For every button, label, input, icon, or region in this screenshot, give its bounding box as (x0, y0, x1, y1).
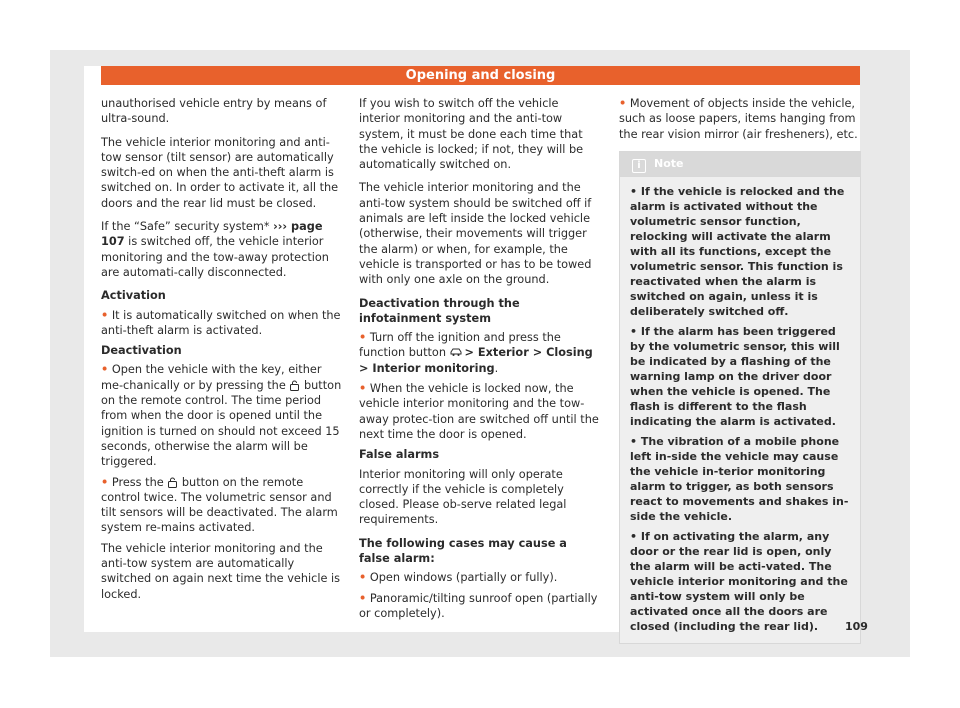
bullet-icon: • (101, 308, 109, 322)
list-item (359, 570, 601, 585)
paragraph: unauthorised vehicle entry by means of ultra-sound. (101, 97, 327, 126)
text: If the vehicle is relocked and the alarm is activated without the volumetric sensor function, relocking will activate the alarm with all its functions, except the volumetric sensor. This function is reactivated when the alarm is switched on again, unless it is deliberately switched off. (630, 184, 845, 318)
note-body (620, 177, 860, 643)
text: button on the remote control twice. The volumetric sensor and tilt sensors will be deactivated. The alarm system re-mains activated. (101, 475, 338, 535)
text: Panoramic/tilting sunroof open (partially or completely). (359, 591, 598, 620)
column-2 (359, 96, 601, 626)
bullet-icon: • (630, 184, 638, 198)
note-box (619, 151, 861, 644)
car-icon (450, 347, 461, 357)
menu-path: > Exterior > Closing > Interior monitoring (359, 346, 593, 375)
text: button on the remote control. The time period from when the door is opened until the ignition is turned on should not exceed 15 seconds, otherwise the alarm will be triggered. (101, 378, 342, 469)
paragraph: Interior monitoring will only operate correctly if the vehicle is completely closed. Please ob-serve related legal requirements. (359, 467, 567, 527)
bullet-icon: • (359, 571, 367, 585)
bullet-icon: • (630, 529, 638, 543)
list-item (359, 591, 601, 622)
page-reference-link[interactable]: ››› page 107 (101, 220, 323, 249)
text: If the alarm has been triggered by the volumetric sensor, this will be indicated by a flashing of the warning lamp on the driver door when the vehicle is opened. The flash is different to the flash indicating the alarm is activated. (630, 324, 840, 428)
page-number: 109 (845, 620, 868, 633)
text: If the “Safe” security system* (101, 220, 274, 234)
bullet-icon: • (630, 324, 638, 338)
list-item (630, 529, 850, 634)
list-item (101, 475, 343, 536)
text: Open windows (partially or fully). (369, 571, 558, 585)
paragraph: The vehicle interior monitoring and anti-tow sensor (tilt sensor) are automatically switch-ed on when the anti-theft alarm is switched on. In order to activate it, all the doors and the rear lid must be closed. (101, 135, 339, 210)
bullet-icon: • (359, 382, 367, 396)
cases-heading: The following cases may cause a false alarm: (359, 536, 567, 566)
list-item (101, 308, 343, 339)
false-alarms-heading: False alarms (359, 448, 440, 462)
text: When the vehicle is locked now, the vehicle interior monitoring and the tow-away protec-tion are switched off until the next time the door is opened. (359, 382, 599, 441)
text: . (494, 361, 499, 375)
note-label: Note (654, 156, 684, 170)
paragraph: The vehicle interior monitoring and the anti-tow system are automatically switched on again next time the vehicle is locked. (101, 541, 341, 601)
bullet-icon: • (619, 97, 627, 110)
bullet-icon: • (359, 591, 367, 605)
list-item (359, 330, 601, 376)
section-title: Opening and closing (405, 68, 556, 83)
unlock-icon (289, 380, 300, 390)
bullet-icon: • (630, 434, 638, 448)
info-icon: i (632, 159, 646, 173)
bullet-icon: • (359, 331, 367, 345)
note-header (620, 152, 860, 177)
text: The vibration of a mobile phone left in-side the vehicle may cause the vehicle in-terior monitoring alarm to trigger, as both sensors react to movements and shakes in-side the vehicle. (630, 434, 849, 523)
section-header (101, 66, 860, 85)
activation-heading: Activation (101, 289, 166, 303)
list-item (630, 184, 850, 319)
infotainment-heading: Deactivation through the infotainment system (359, 296, 520, 325)
list-item (101, 362, 343, 469)
paragraph: If you wish to switch off the vehicle interior monitoring and the anti-tow system, it must be done each time that the vehicle is locked; if not, they will be automatically switched on. (359, 97, 584, 172)
text: If on activating the alarm, any door or the rear lid is open, only the alarm will be acti-vated. The vehicle interior monitoring and the anti-tow system will only be activated once all the doors are closed (including the rear lid). (630, 529, 848, 633)
paragraph (101, 219, 343, 280)
paragraph: The vehicle interior monitoring and the anti-tow system should be switched off if animals are left inside the locked vehicle (otherwise, their movements will trigger the alarm) or when, for example, the vehicle is transported or has to be towed with only one axle on the ground. (359, 181, 592, 287)
list-item (630, 434, 850, 524)
column-1 (101, 96, 343, 610)
text: Press the (111, 475, 168, 489)
list-item (359, 381, 601, 442)
list-item (630, 324, 850, 429)
text: Turn off the ignition and press the function button (359, 331, 561, 360)
list-item (619, 96, 861, 142)
deactivation-heading: Deactivation (101, 344, 182, 358)
bullet-icon: • (101, 475, 109, 489)
bullet-icon: • (101, 363, 109, 377)
text: Movement of objects inside the vehicle, such as loose papers, items hanging from the rear vision mirror (air fresheners), etc. (619, 97, 858, 141)
unlock-icon (167, 477, 178, 487)
text: Open the vehicle with the key, either me-chanically or by pressing the (101, 363, 322, 392)
column-3 (619, 96, 861, 644)
text: It is automatically switched on when the anti-theft alarm is activated. (101, 308, 341, 337)
text: is switched off, the vehicle interior monitoring and the tow-away protection are automati-cally disconnected. (101, 235, 329, 279)
